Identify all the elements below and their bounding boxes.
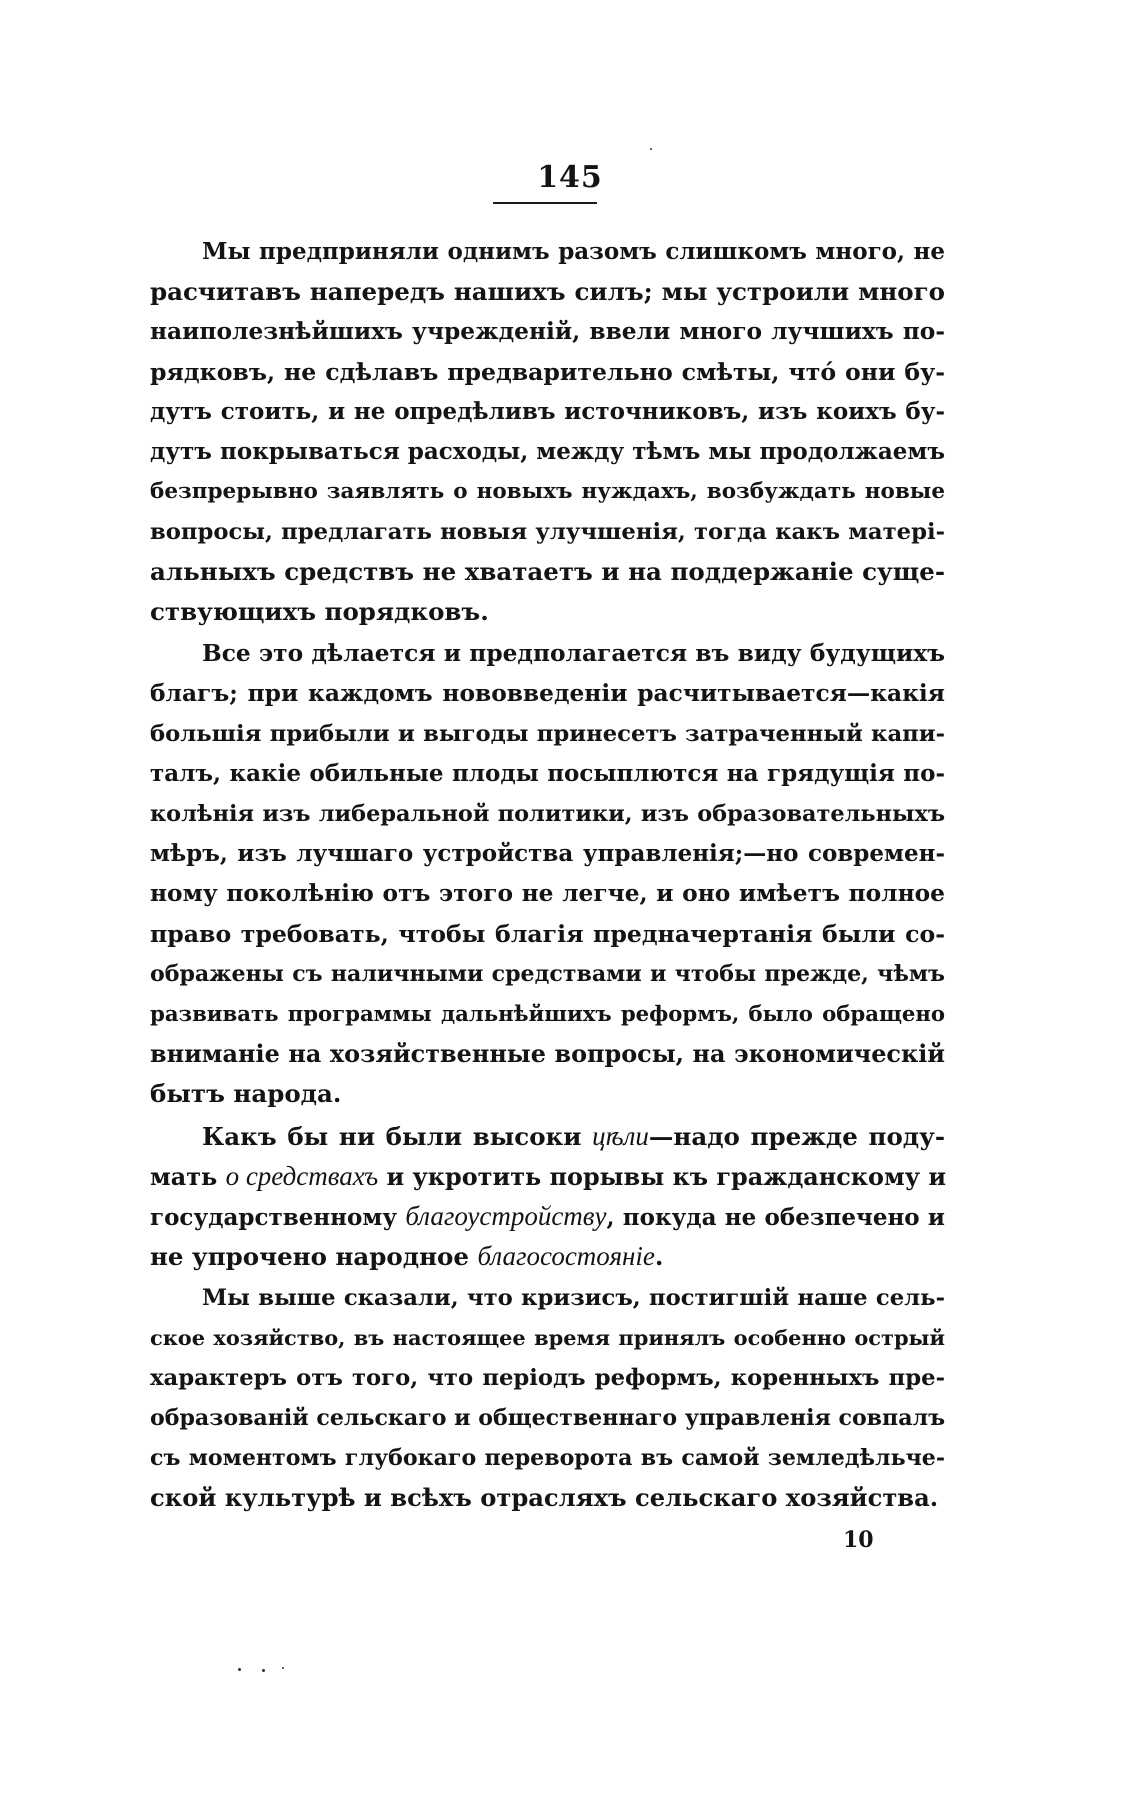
body-text [150, 232, 945, 1518]
text-run: Какъ бы ни были высоки [202, 1122, 593, 1151]
text-line: ному поколѣнію отъ этого не легче, и оно имѣетъ полное [150, 880, 945, 907]
signature-mark: 10 [843, 1527, 874, 1553]
text-line: расчитавъ напередъ нашихъ силъ; мы устроили много [150, 277, 945, 306]
text-line: альныхъ средствъ не хватаетъ и на поддержаніе суще- [150, 557, 945, 586]
emphasis: о средствахъ [225, 1161, 379, 1191]
text-line: Мы предприняли однимъ разомъ слишкомъ много, не [202, 238, 945, 265]
scan-speck [650, 148, 652, 150]
text-line: большія прибыли и выгоды принесетъ затраченный капи- [150, 721, 945, 747]
text-line: вопросы, предлагать новыя улучшенія, тогда какъ матері- [150, 519, 945, 545]
text-line: характеръ отъ того, что періодъ реформъ, коренныхъ пре- [150, 1365, 945, 1391]
text-line: безпрерывно заявлять о новыхъ нуждахъ, возбуждать новые [150, 479, 945, 504]
text-line: рядковъ, не сдѣлавъ предварительно смѣты, чтó они бу- [150, 358, 945, 386]
text-line: ображены съ наличными средствами и чтобы прежде, чѣмъ [150, 961, 945, 987]
text-run: и укротить порывы къ гражданскому и [378, 1163, 947, 1191]
text-line: ствующихъ порядковъ. [150, 597, 489, 626]
emphasis: цѣли [592, 1121, 649, 1151]
text-line [150, 1116, 945, 1156]
text-line: дутъ стоить, и не опредѣливъ источниковъ, изъ коихъ бу- [150, 398, 945, 425]
text-line: Мы выше сказали, что кризисъ, постигшій наше сель- [202, 1285, 945, 1311]
emphasis: благосостояніе [477, 1241, 655, 1271]
header-rule [493, 202, 597, 204]
text-run: , покуда не обезпечено и [606, 1204, 945, 1231]
text-line: развивать программы дальнѣйшихъ реформъ, было обращено [150, 1001, 945, 1026]
text-line: Все это дѣлается и предполагается въ виду будущихъ [202, 640, 945, 667]
text-line: вниманіе на хозяйственные вопросы, на экономическій [150, 1040, 945, 1068]
text-line: ской культурѣ и всѣхъ отрасляхъ сельскаго хозяйства. [150, 1483, 939, 1512]
emphasis: благоустройству [405, 1201, 607, 1231]
text-run: государственному [150, 1204, 406, 1231]
text-line: мѣръ, изъ лучшаго устройства управленія;—но современ- [150, 840, 945, 867]
text-line: ское хозяйство, въ настоящее время принялъ особенно острый [150, 1325, 945, 1350]
text-run: не упрочено народное [150, 1242, 478, 1271]
text-line [150, 1156, 945, 1196]
text-line [150, 1196, 945, 1236]
text-line: колѣнія изъ либеральной политики, изъ образовательныхъ [150, 801, 945, 827]
text-run: . [654, 1242, 664, 1271]
text-line: право требовать, чтобы благія предначертанія были со- [150, 920, 945, 948]
text-run: мать [150, 1163, 226, 1191]
text-line: образованій сельскаго и общественнаго управленія совпалъ [150, 1405, 946, 1431]
scan-speck [262, 1669, 265, 1672]
text-line: дутъ покрываться расходы, между тѣмъ мы продолжаемъ [150, 438, 945, 465]
text-line: талъ, какіе обильные плоды посыплются на грядущія по- [150, 760, 945, 787]
page-number: 145 [537, 160, 603, 195]
text-line [150, 1236, 945, 1276]
text-line: благъ; при каждомъ нововведеніи расчитывается—какія [150, 680, 945, 707]
text-run: —надо прежде поду- [648, 1122, 945, 1151]
text-line: наиполезнѣйшихъ учрежденій, ввели много лучшихъ по- [150, 318, 945, 345]
scan-speck [282, 1667, 284, 1669]
text-line: бытъ народа. [150, 1079, 342, 1108]
text-line: съ моментомъ глубокаго переворота въ самой земледѣльче- [150, 1445, 945, 1471]
scan-speck [238, 1668, 241, 1671]
